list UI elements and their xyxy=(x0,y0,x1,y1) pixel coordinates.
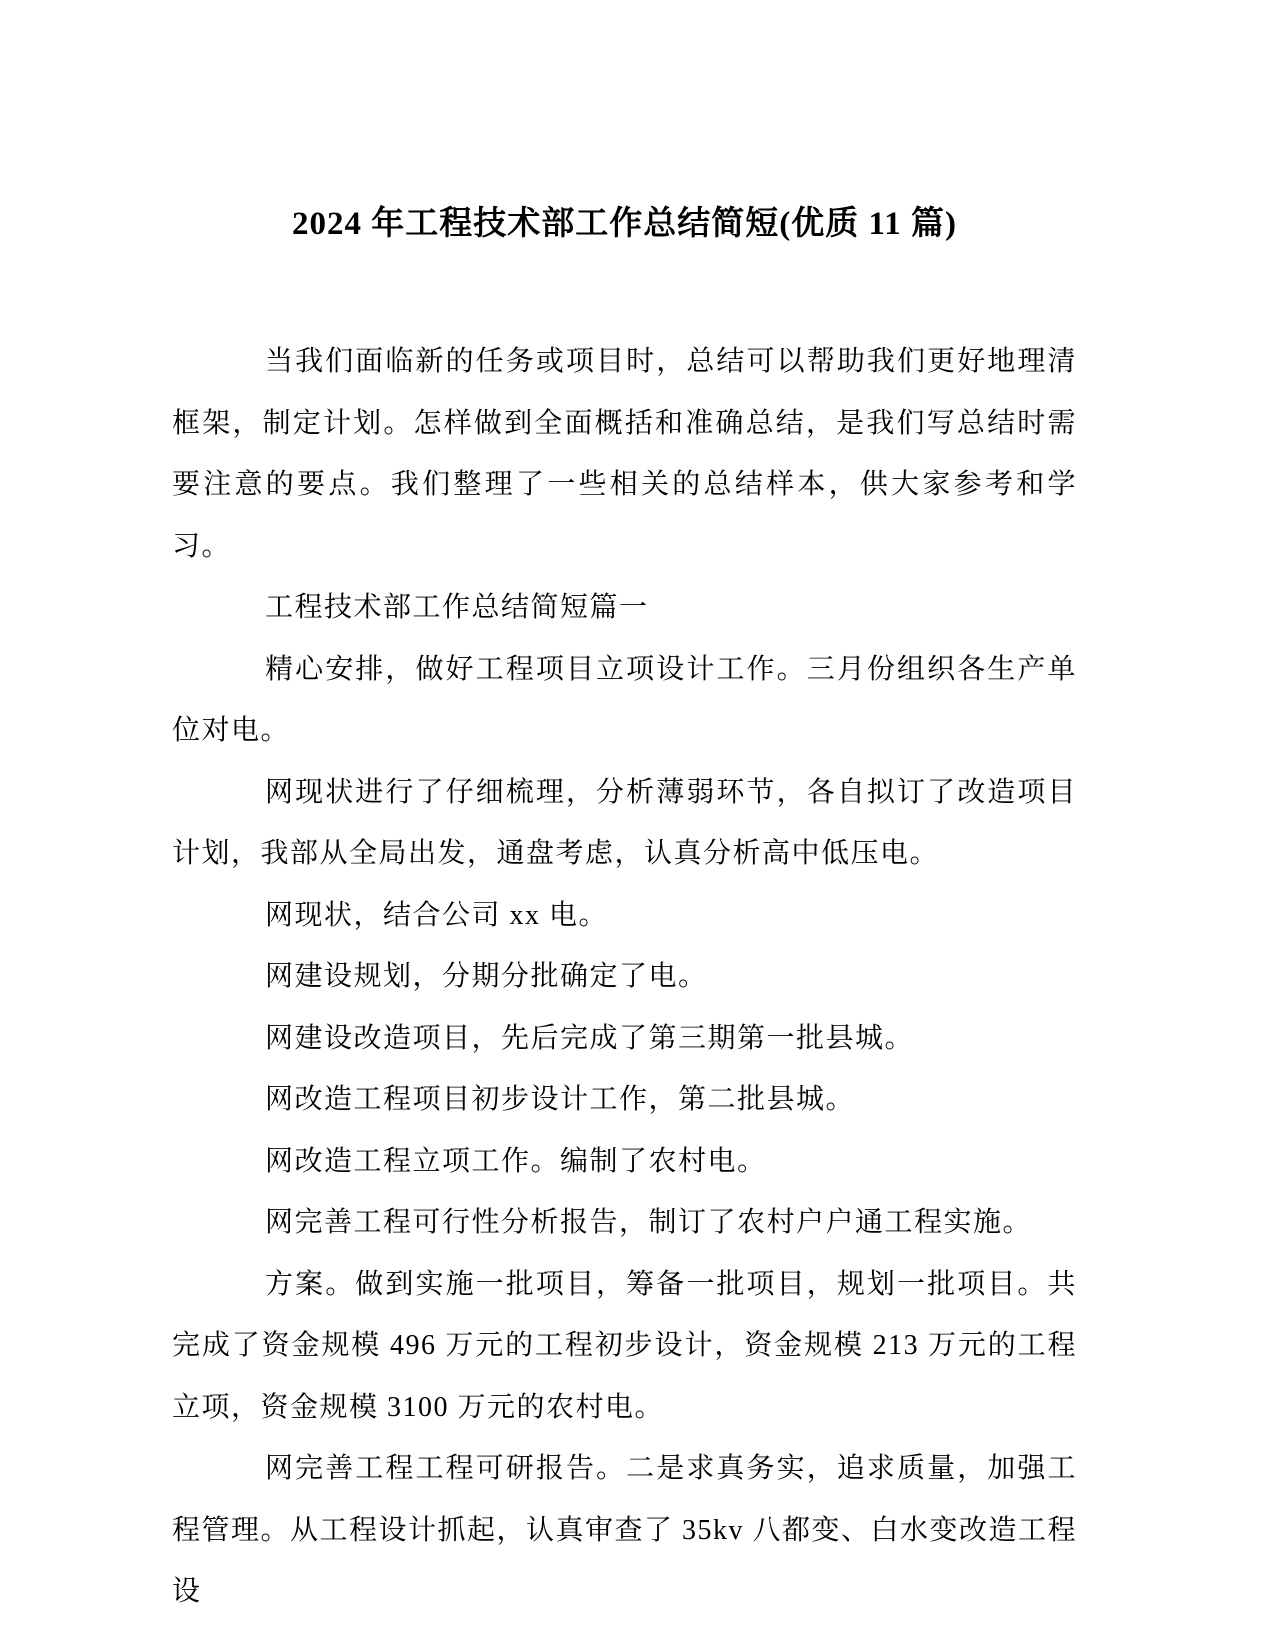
paragraph: 网现状，结合公司 xx 电。 xyxy=(265,899,609,931)
paragraph: 网完善工程工程可研报告。二是求真务实，追求质量，加强工程管理。从工程设计抓起，认真审查了 35kv 八都变、白水变改造工程设 xyxy=(172,1453,1078,1607)
paragraph: 方案。做到实施一批项目，筹备一批项目，规划一批项目。共完成了资金规模 496 万元的工程初步设计，资金规模 213 万元的工程立项，资金规模 3100 万元的农村电。 xyxy=(172,1268,1077,1423)
paragraph: 网建设规划，分期分批确定了电。 xyxy=(265,961,708,992)
paragraph: 精心安排，做好工程项目立项设计工作。三月份组织各生产单位对电。 xyxy=(172,653,1077,746)
paragraph: 网改造工程项目初步设计工作，第二批县城。 xyxy=(265,1084,856,1115)
paragraph: 网改造工程立项工作。编制了农村电。 xyxy=(265,1145,767,1177)
paragraph: 当我们面临新的任务或项目时，总结可以帮助我们更好地理清框架，制定计划。怎样做到全面概括和准确总结，是我们写总结时需要注意的要点。我们整理了一些相关的总结样本，供大家参考和学习。 xyxy=(172,346,1077,562)
document-body xyxy=(172,331,1077,1623)
paragraph: 工程技术部工作总结简短篇一 xyxy=(265,592,649,623)
document-title: 2024 年工程技术部工作总结简短(优质 11 篇) xyxy=(292,206,957,242)
paragraph: 网建设改造项目，先后完成了第三期第一批县城。 xyxy=(265,1022,915,1054)
paragraph: 网完善工程可行性分析报告，制订了农村户户通工程实施。 xyxy=(265,1207,1033,1238)
paragraph: 网现状进行了仔细梳理，分析薄弱环节，各自拟订了改造项目计划，我部从全局出发，通盘考虑，认真分析高中低压电。 xyxy=(172,776,1077,869)
